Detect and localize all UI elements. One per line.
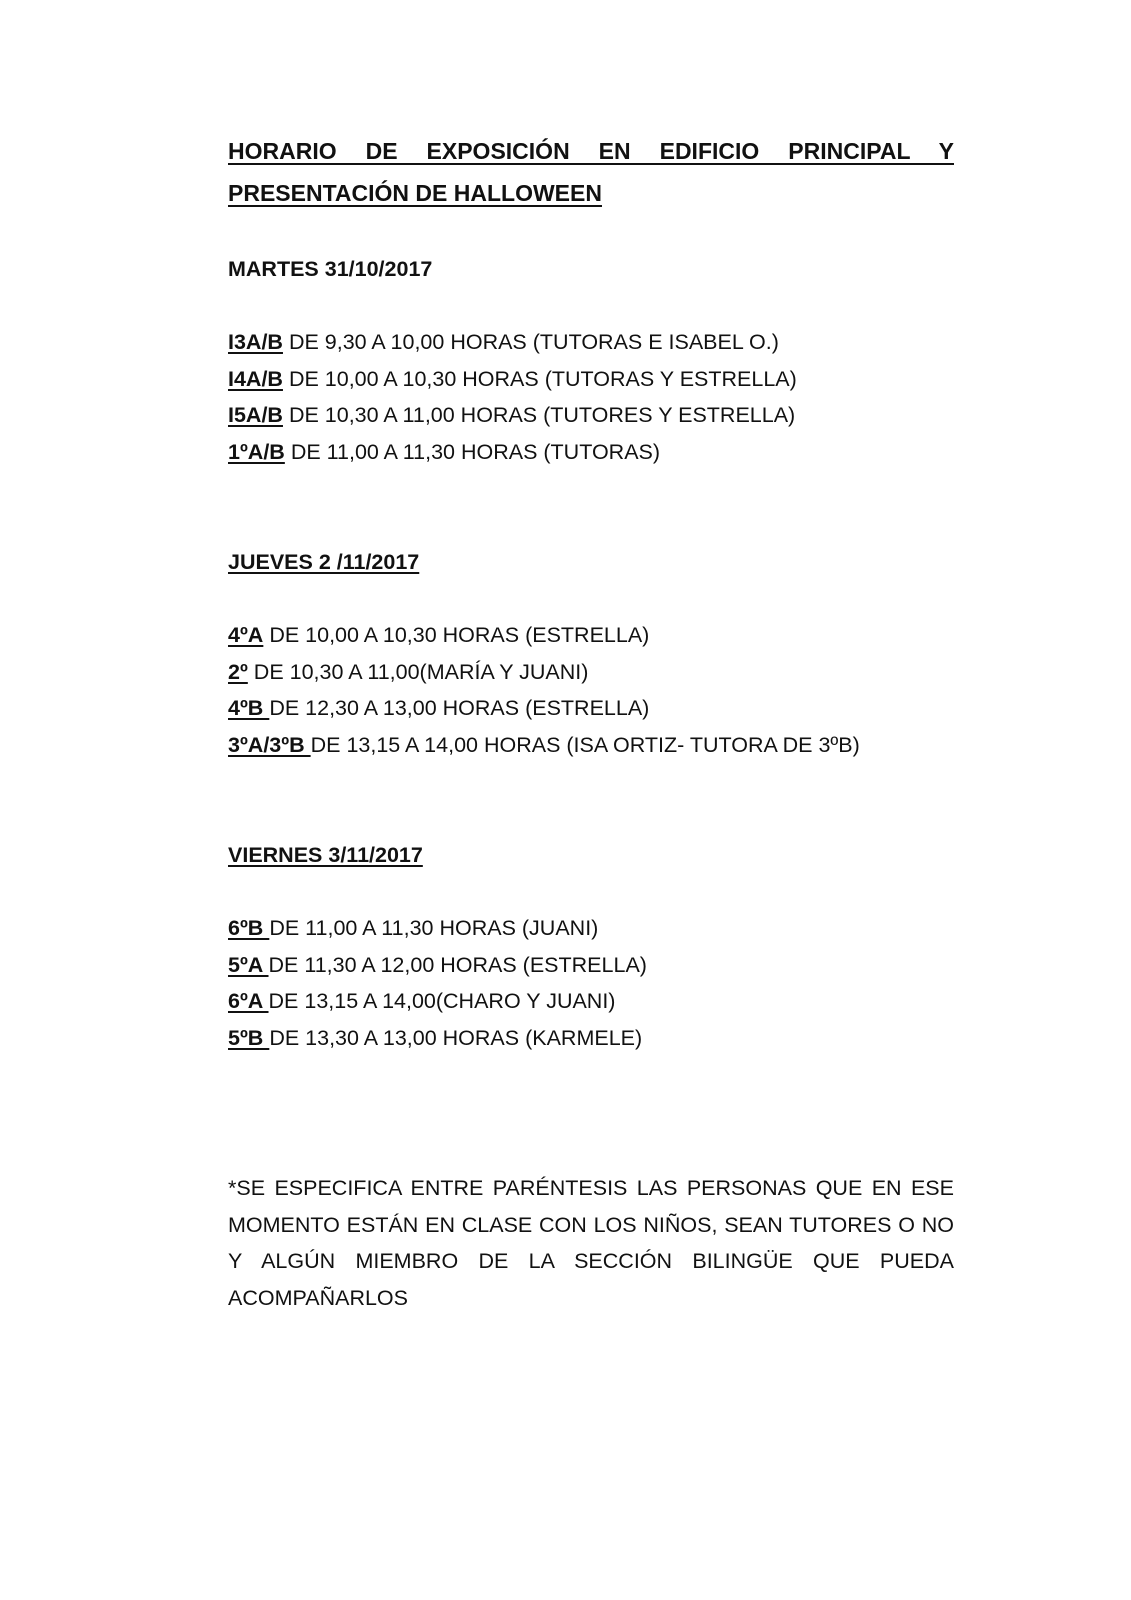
schedule-entry	[228, 364, 797, 394]
schedule-entry	[228, 1023, 642, 1053]
entry-time-text: DE 11,30 A 12,00 HORAS (ESTRELLA)	[268, 953, 647, 977]
entry-time-text: DE 12,30 A 13,00 HORAS (ESTRELLA)	[269, 696, 650, 720]
schedule-entry	[228, 327, 779, 357]
entry-time-text: DE 13,30 A 13,00 HORAS (KARMELE)	[269, 1026, 643, 1050]
schedule-entry	[228, 913, 598, 943]
class-group: 3ºA/3ºB	[228, 733, 311, 757]
class-group: 6ºA	[228, 989, 269, 1013]
class-group: 5ºB	[228, 1026, 270, 1050]
class-group: I4A/B	[228, 367, 283, 391]
class-group: 4ºA	[228, 623, 264, 647]
schedule-entry	[228, 437, 660, 467]
schedule-entry	[228, 730, 860, 760]
document-title-line-1: HORARIO DE EXPOSICIÓN EN EDIFICIO PRINCIPAL Y	[228, 138, 954, 164]
entry-time-text: DE 13,15 A 14,00(CHARO Y JUANI)	[268, 989, 616, 1013]
day-heading-thursday: JUEVES 2 /11/2017	[228, 550, 420, 574]
schedule-entry	[228, 620, 649, 650]
entry-time-text: DE 11,00 A 11,30 HORAS (JUANI)	[269, 916, 599, 940]
class-group: I5A/B	[228, 403, 283, 427]
footnote: *SE ESPECIFICA ENTRE PARÉNTESIS LAS PERSONAS QUE EN ESE MOMENTO ESTÁN EN CLASE CON LOS NIÑOS, SEAN TUTORES O NO Y ALGÚN MIEMBRO DE LA SECCIÓN BILINGÜE QUE PUEDA ACOMPAÑARLOS	[228, 1176, 954, 1310]
entry-time-text: DE 11,00 A 11,30 HORAS (TUTORAS)	[284, 440, 661, 464]
schedule-entry	[228, 950, 647, 980]
schedule-entry	[228, 693, 649, 723]
class-group: 6ºB	[228, 916, 270, 940]
class-group: 5ºA	[228, 953, 269, 977]
class-group: 1ºA/B	[228, 440, 285, 464]
entry-time-text: DE 10,00 A 10,30 HORAS (TUTORAS Y ESTRELLA)	[282, 367, 797, 391]
entry-time-text: DE 9,30 A 10,00 HORAS (TUTORAS E ISABEL O.)	[282, 330, 779, 354]
day-heading-tuesday: MARTES 31/10/2017	[228, 257, 433, 281]
schedule-entry	[228, 400, 795, 430]
document-title-line-2: PRESENTACIÓN DE HALLOWEEN	[228, 180, 602, 206]
class-group: 2º	[228, 660, 248, 684]
class-group: I3A/B	[228, 330, 283, 354]
schedule-entry	[228, 986, 615, 1016]
class-group: 4ºB	[228, 696, 270, 720]
day-heading-friday: VIERNES 3/11/2017	[228, 843, 423, 867]
entry-time-text: DE 13,15 A 14,00 HORAS (ISA ORTIZ- TUTORA DE 3ºB)	[310, 733, 860, 757]
entry-time-text: DE 10,30 A 11,00 HORAS (TUTORES Y ESTRELLA)	[282, 403, 796, 427]
entry-time-text: DE 10,00 A 10,30 HORAS (ESTRELLA)	[263, 623, 650, 647]
entry-time-text: DE 10,30 A 11,00(MARÍA Y JUANI)	[247, 660, 589, 684]
schedule-entry	[228, 657, 588, 687]
